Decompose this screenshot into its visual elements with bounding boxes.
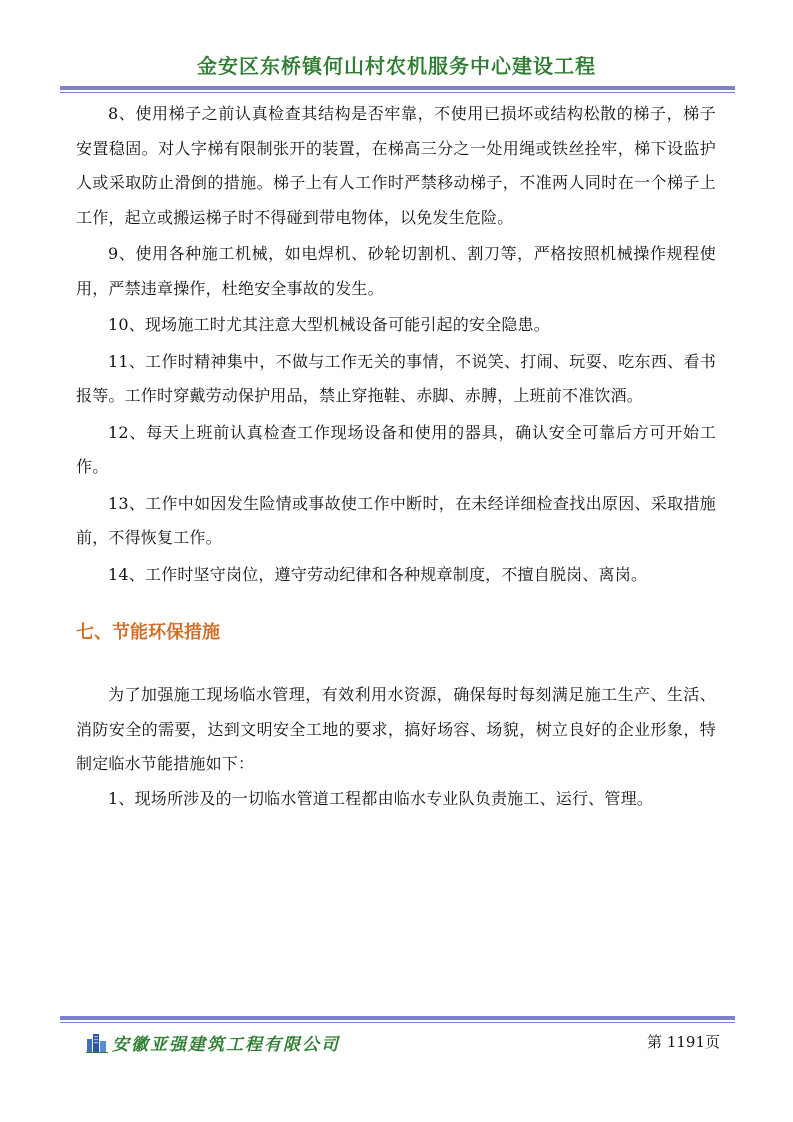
paragraph-item-9: 9、使用各种施工机械，如电焊机、砂轮切割机、割刀等，严格按照机械操作规程使用，严禁违章操作，杜绝安全事故的发生。	[76, 244, 716, 298]
paragraph-item-12: 12、每天上班前认真检查工作现场设备和使用的器具，确认安全可靠后方可开始工作。	[76, 422, 716, 476]
footer-rule-thick	[60, 1016, 735, 1020]
paragraph-intro: 为了加强施工现场临水管理，有效利用水资源，确保每时每刻满足施工生产、生活、消防安全的需要，达到文明安全工地的要求，搞好场容、场貌，树立良好的企业形象，特制定临水节能措施如下：	[76, 685, 716, 773]
document-body	[76, 97, 716, 816]
footer-rule-thin	[60, 1022, 735, 1023]
paragraph-item-8: 8、使用梯子之前认真检查其结构是否牢靠，不使用已损坏或结构松散的梯子，梯子安置稳固。对人字梯有限制张开的装置，在梯高三分之一处用绳或铁丝拴牢，梯下设监护人或采取防止滑倒的措施。梯子上有人工作时严禁移动梯子，不准两人同时在一个梯子上工作，起立或搬运梯子时不得碰到带电物体，以免发生危险。	[76, 104, 716, 227]
paragraph-item-10: 10、现场施工时尤其注意大型机械设备可能引起的安全隐患。	[108, 315, 550, 334]
section-title: 七、节能环保措施	[76, 622, 220, 643]
header-title: 金安区东桥镇何山村农机服务中心建设工程	[197, 54, 596, 78]
paragraph-item-1: 1、现场所涉及的一切临水管道工程都由临水专业队负责施工、运行、管理。	[108, 788, 653, 808]
paragraph-item-13: 13、工作中如因发生险情或事故使工作中断时，在未经详细检查找出原因、采取措施前，不得恢复工作。	[76, 493, 716, 547]
footer-page-number: 第 1191页	[647, 1033, 720, 1051]
header-rule-thin	[60, 92, 735, 93]
paragraph-item-11: 11、工作时精神集中，不做与工作无关的事情，不说笑、打闹、玩耍、吃东西、看书报等。工作时穿戴劳动保护用品，禁止穿拖鞋、赤脚、赤膊，上班前不准饮酒。	[76, 351, 716, 405]
footer-company-name: 安徽亚强建筑工程有限公司	[112, 1035, 340, 1055]
header-rule-thick	[60, 86, 735, 90]
paragraph-item-14: 14、工作时坚守岗位，遵守劳动纪律和各种规章制度，不擅自脱岗、离岗。	[108, 564, 648, 584]
building-logo-icon	[86, 1031, 108, 1053]
